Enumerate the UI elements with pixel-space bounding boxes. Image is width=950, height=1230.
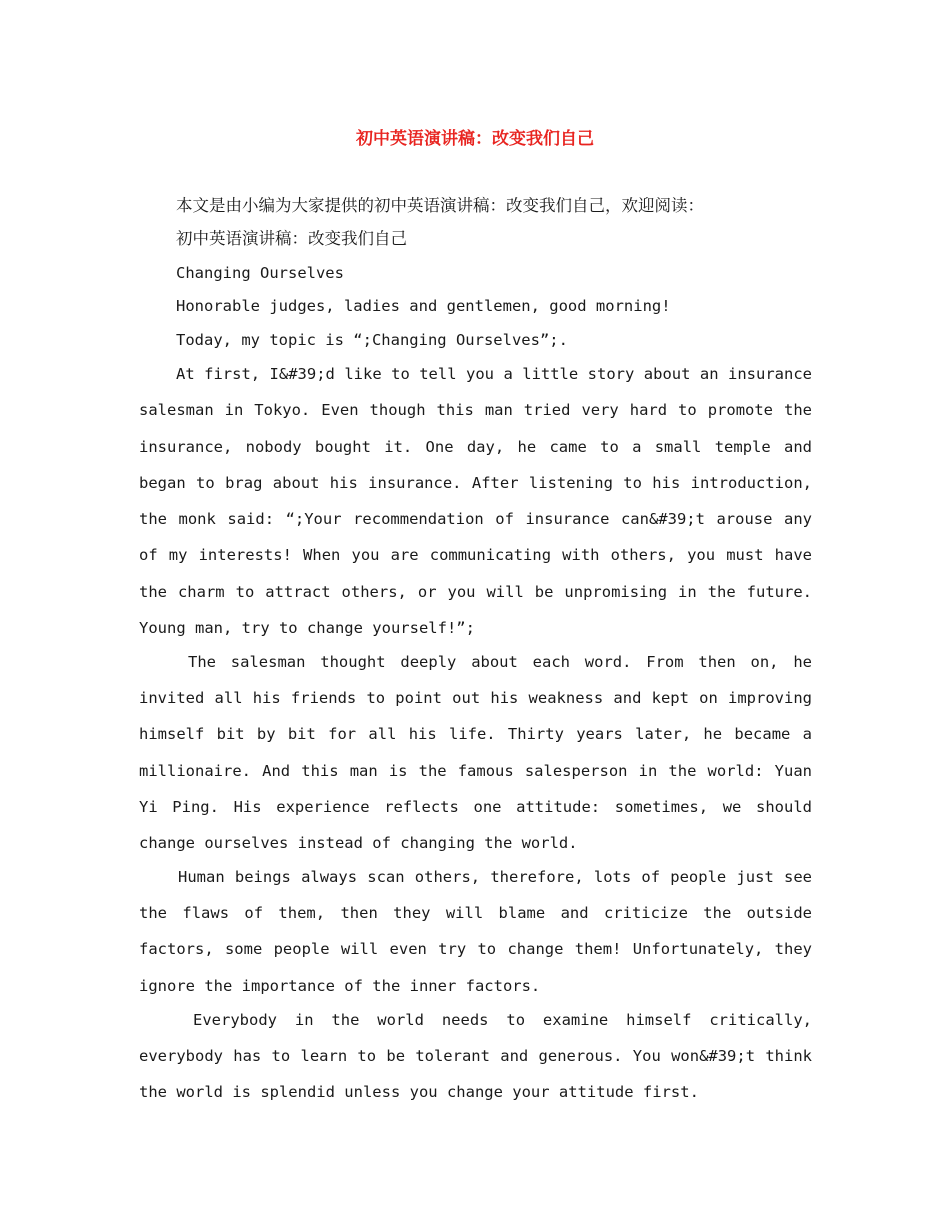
paragraph-line: At first, I&#39;d like to tell you a little story about an insurance <box>176 365 812 383</box>
paragraph-line: Yi Ping. His experience reflects one attitude: sometimes, we should <box>139 798 812 816</box>
paragraph-line: invited all his friends to point out his weakness and kept on improving <box>139 689 812 707</box>
paragraph-line: the flaws of them, then they will blame and criticize the outside <box>139 904 812 922</box>
subtitle-line: 初中英语演讲稿：改变我们自己 <box>176 229 407 248</box>
paragraph-line: began to brag about his insurance. After listening to his introduction, <box>139 474 812 492</box>
paragraph-line: ignore the importance of the inner factors. <box>139 977 541 995</box>
topic-line: Today, my topic is “;Changing Ourselves”;. <box>176 331 568 349</box>
paragraph-line: the charm to attract others, or you will be unpromising in the future. <box>139 583 812 601</box>
paragraph-line: Young man, try to change yourself!”; <box>139 619 475 637</box>
paragraph-line: himself bit by bit for all his life. Thirty years later, he became a <box>139 725 812 743</box>
paragraph-line: change ourselves instead of changing the world. <box>139 834 578 852</box>
paragraph-line: of my interests! When you are communicating with others, you must have <box>139 546 812 564</box>
paragraph-line: millionaire. And this man is the famous salesperson in the world: Yuan <box>139 762 812 780</box>
paragraph-line: The salesman thought deeply about each word. From then on, he <box>188 653 812 671</box>
paragraph-line: the world is splendid unless you change your attitude first. <box>139 1083 699 1101</box>
page-title: 初中英语演讲稿：改变我们自己 <box>356 129 594 149</box>
greeting-line: Honorable judges, ladies and gentlemen, good morning! <box>176 297 671 315</box>
paragraph-line: salesman in Tokyo. Even though this man tried very hard to promote the <box>139 401 812 419</box>
paragraph-line: Everybody in the world needs to examine himself critically, <box>193 1011 812 1029</box>
intro-line: 本文是由小编为大家提供的初中英语演讲稿：改变我们自己，欢迎阅读： <box>176 196 704 215</box>
paragraph-line: factors, some people will even try to change them! Unfortunately, they <box>139 940 812 958</box>
paragraph-line: insurance, nobody bought it. One day, he came to a small temple and <box>139 438 812 456</box>
paragraph-line: everybody has to learn to be tolerant and generous. You won&#39;t think <box>139 1047 812 1065</box>
paragraph-line: the monk said: “;Your recommendation of insurance can&#39;t arouse any <box>139 510 812 528</box>
speech-title-line: Changing Ourselves <box>176 264 344 282</box>
paragraph-line: Human beings always scan others, therefore, lots of people just see <box>178 868 812 886</box>
